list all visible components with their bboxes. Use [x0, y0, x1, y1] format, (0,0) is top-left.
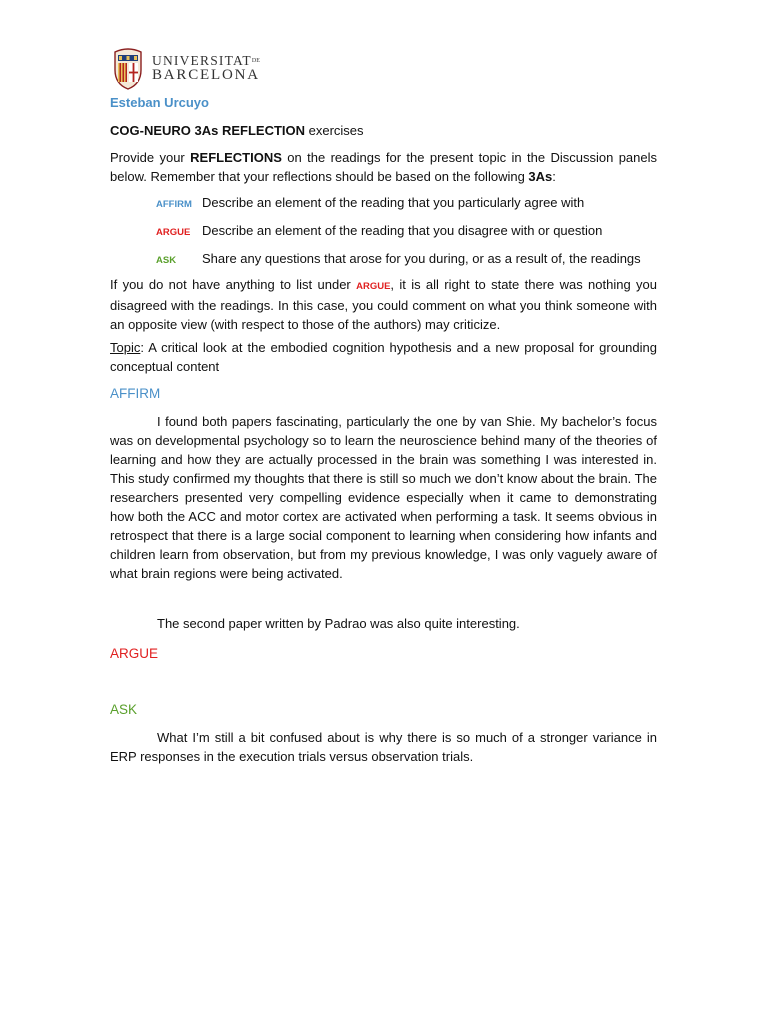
definition-tag: ASK — [156, 255, 177, 266]
argue-heading: ARGUE — [110, 646, 159, 661]
intro-text-1: Provide your — [110, 150, 191, 165]
intro-text-2: on the readings for the present topic in the Discussion panels below. Remember that your reflections should be based on the following — [110, 150, 658, 184]
author-name: Esteban Urcuyo — [110, 95, 209, 110]
topic-label: Topic — [110, 340, 141, 355]
intro-bold-2: 3As — [528, 169, 553, 184]
logo-line-2: BARCELONA — [152, 67, 260, 83]
ask-heading: ASK — [110, 702, 138, 717]
definition-argue — [156, 221, 602, 242]
topic-text: : A critical look at the embodied cognition hypothesis and a new proposal for grounding conceptual content — [110, 340, 657, 374]
definition-text: Describe an element of the reading that you particularly agree with — [202, 195, 585, 210]
definition-tag: ARGUE — [156, 227, 191, 238]
ask-paragraph-1: What I’m still a bit confused about is why there is so much of a stronger variance in ERP responses in the execution trials versus observation trials. — [110, 730, 657, 764]
definition-ask — [156, 249, 641, 270]
affirm-heading: AFFIRM — [110, 386, 161, 401]
note-paragraph — [110, 275, 657, 334]
intro-bold-1: REFLECTIONS — [190, 150, 282, 165]
intro-text-3: : — [552, 169, 556, 184]
definition-affirm — [156, 193, 584, 214]
title-bold: COG-NEURO 3As REFLECTION — [110, 123, 306, 138]
note-text-1: If you do not have anything to list under — [110, 277, 357, 292]
definition-tag: AFFIRM — [156, 199, 192, 210]
definition-text: Describe an element of the reading that you disagree with or question — [202, 223, 603, 238]
instructions-paragraph — [110, 148, 657, 186]
university-logo — [112, 46, 260, 90]
university-crest-icon — [112, 46, 144, 90]
definition-text: Share any questions that arose for you during, or as a result of, the readings — [202, 251, 641, 266]
affirm-paragraph-2: The second paper written by Padrao was also quite interesting. — [157, 616, 520, 631]
document-title — [110, 121, 657, 140]
topic-paragraph — [110, 338, 657, 376]
logo-line-1-small: DE — [251, 58, 260, 64]
note-text-2: , it is all right to state there was nothing you disagreed with the readings. In this case, you could comment on what you think someone with an opposite view (with respect to those of the authors) may criticize. — [110, 277, 657, 332]
logo-line-1: UNIVERSITAT — [152, 53, 252, 68]
university-name — [152, 54, 260, 82]
note-argue-tag: ARGUE — [356, 281, 391, 292]
affirm-paragraph-1: I found both papers fascinating, particularly the one by van Shie. My bachelor’s focus was on developmental psychology so to learn the neuroscience behind many of the theories of learning and how they are actually processed in the brain was something I was interested in. This study confirmed my thoughts that there is still so much we don’t know about the brain. The researchers presented very compelling evidence especially when it came to demonstrating how both the ACC and motor cortex are activated when performing a task. It seems obvious in retrospect that there is a large social component to learning when considering how infants and children learn from observation, but from my previous knowledge, I was only vaguely aware of what brain regions were being activated. — [110, 414, 657, 581]
title-rest: exercises — [305, 123, 364, 138]
